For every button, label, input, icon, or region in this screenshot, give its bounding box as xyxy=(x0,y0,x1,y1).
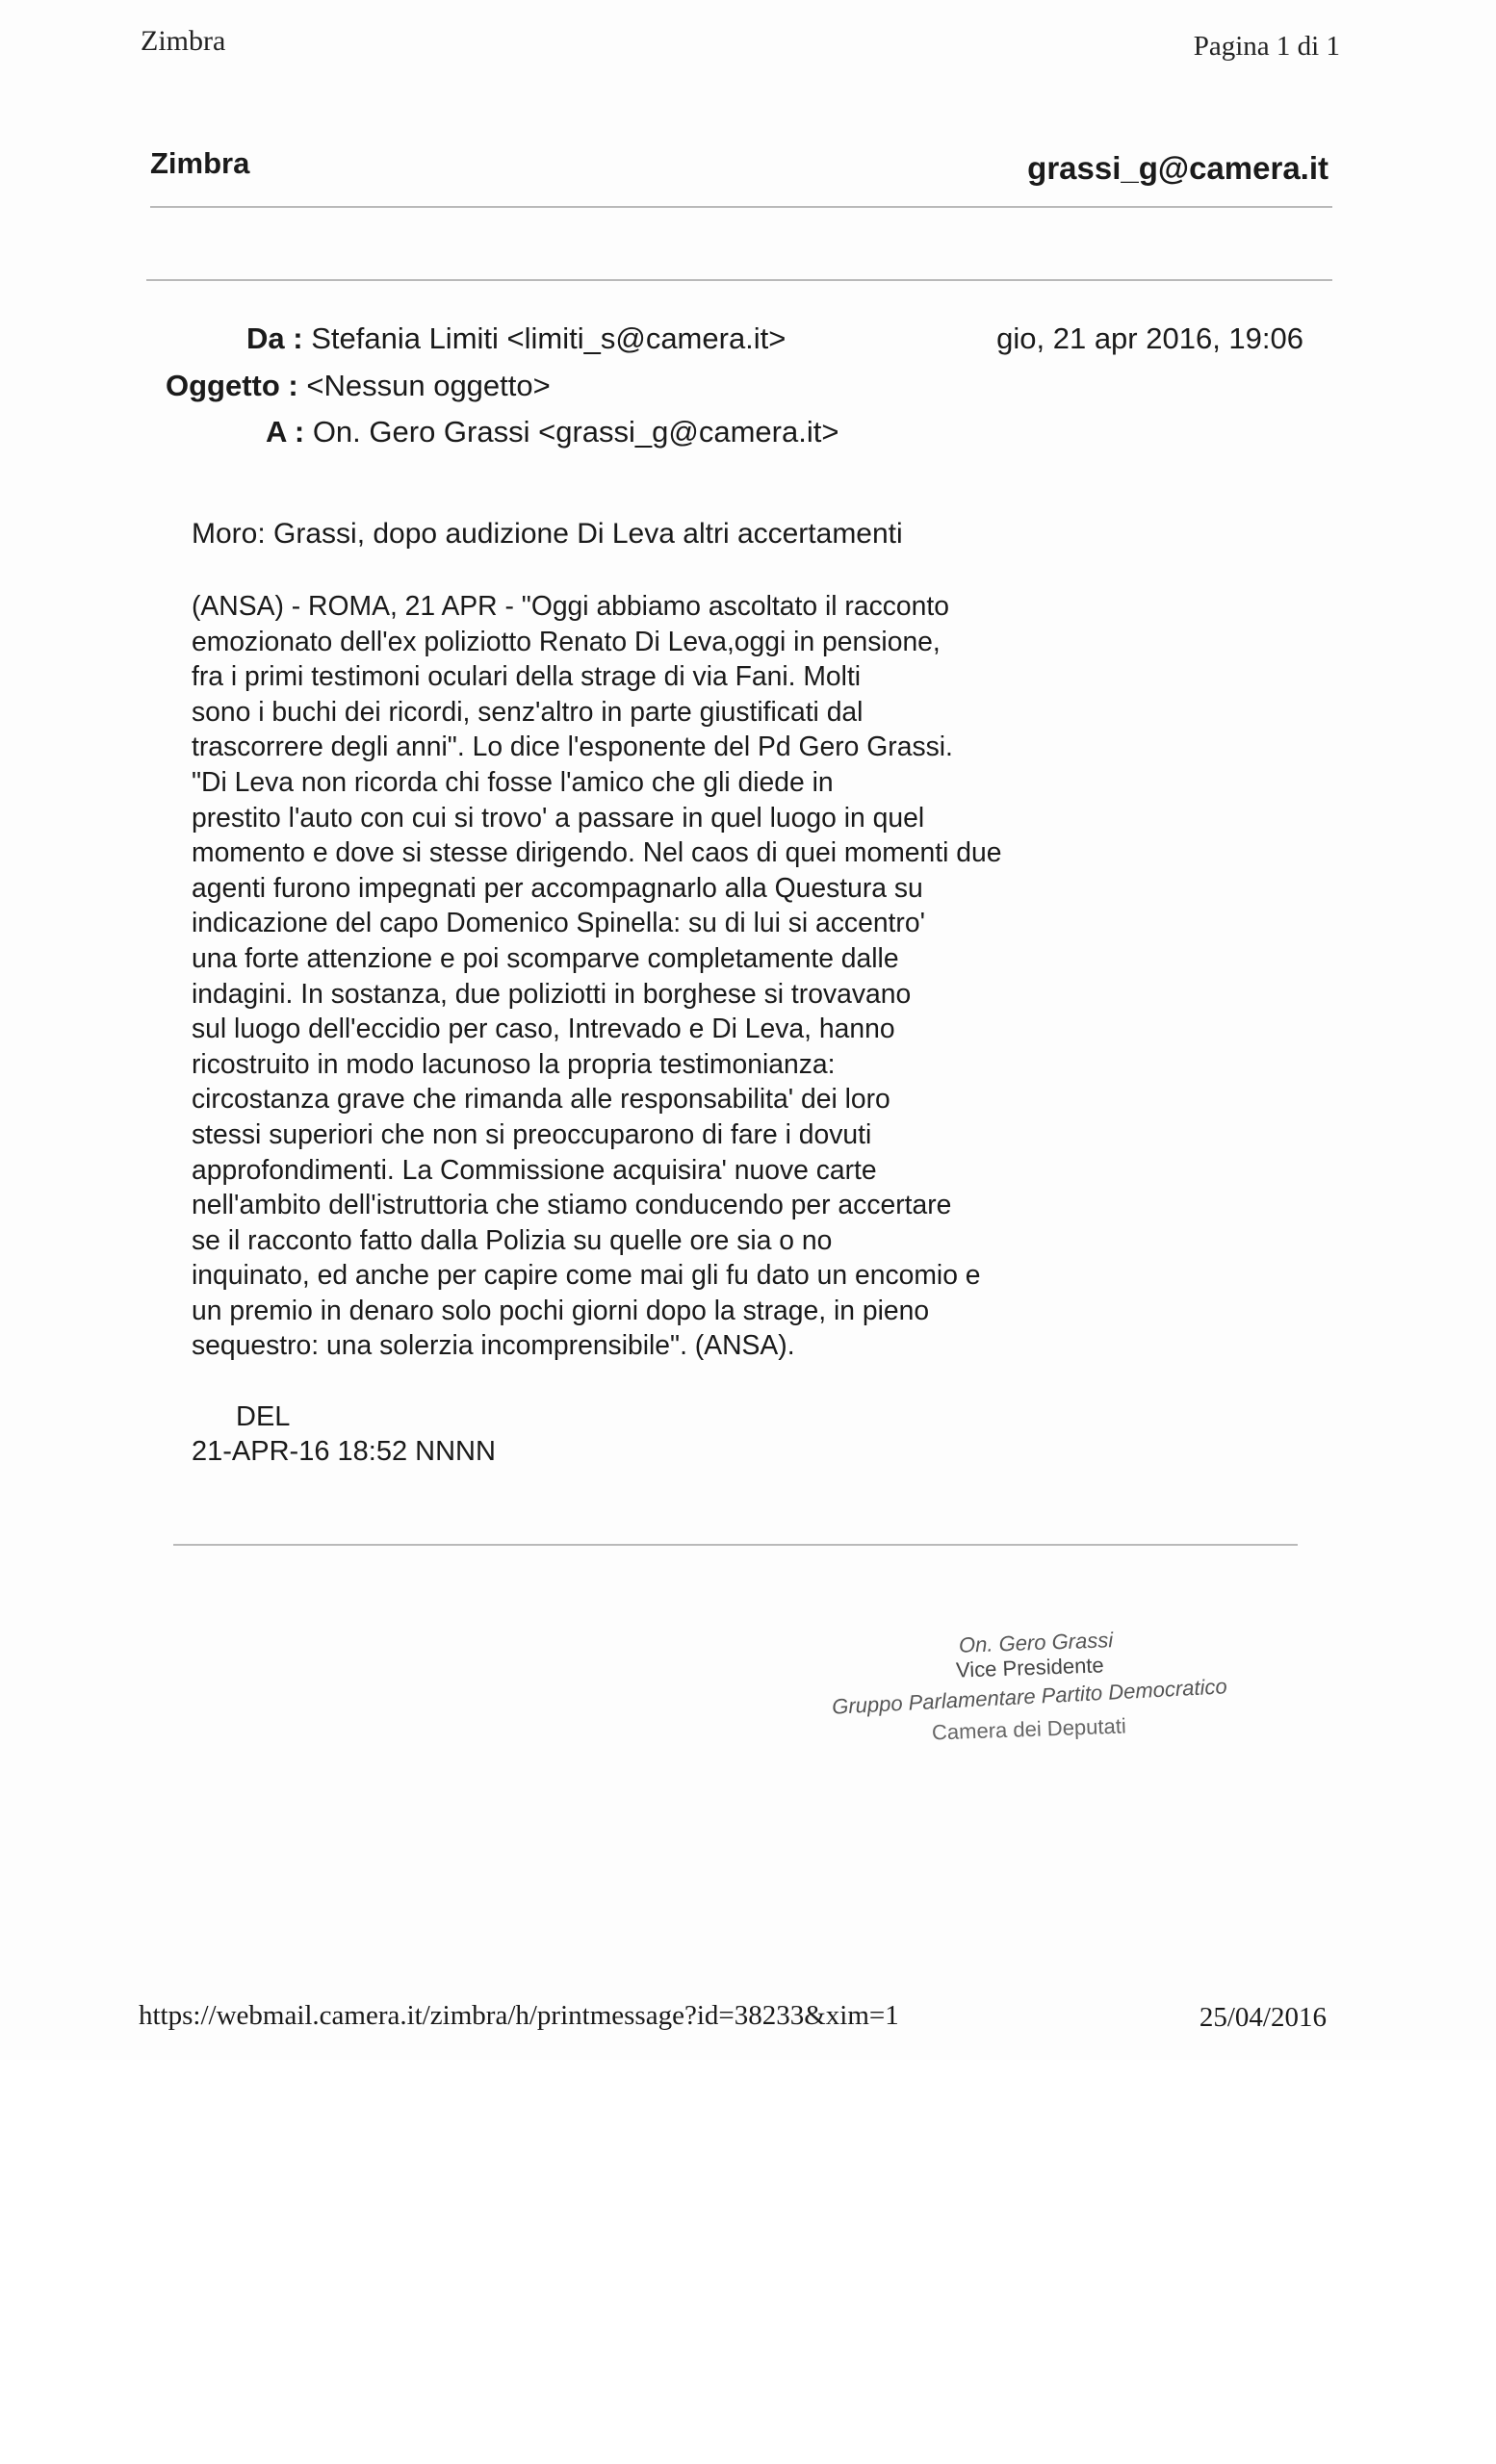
print-footer-date: 25/04/2016 xyxy=(1199,2002,1327,2033)
message-divider-top xyxy=(146,279,1332,281)
message-date: gio, 21 apr 2016, 19:06 xyxy=(996,321,1303,355)
app-title: Zimbra xyxy=(150,146,250,180)
message-divider-bottom xyxy=(173,1544,1298,1546)
signature-house: Camera dei Deputati xyxy=(931,1713,1127,1745)
print-footer-url: https://webmail.camera.it/zimbra/h/printmessage?id=38233&xim=1 xyxy=(139,2000,899,2031)
signature-role: Vice Presidente xyxy=(955,1653,1105,1682)
to-value: On. Gero Grassi <grassi_g@camera.it> xyxy=(312,415,839,449)
body-line: agenti furono impegnati per accompagnarlo alla Questura su xyxy=(192,871,923,903)
body-line: sul luogo dell'eccidio per caso, Intrevado e Di Leva, hanno xyxy=(192,1013,895,1044)
body-line: circostanza grave che rimanda alle responsabilita' dei loro xyxy=(192,1083,890,1115)
body-line: stessi superiori che non si preoccuparono di fare i dovuti xyxy=(192,1117,872,1149)
from-row xyxy=(246,321,786,356)
body-line: indagini. In sostanza, due poliziotti in borghese si trovavano xyxy=(192,977,912,1009)
body-line: trascorrere degli anni". Lo dice l'esponente del Pd Gero Grassi. xyxy=(192,731,953,762)
from-value: Stefania Limiti <limiti_s@camera.it> xyxy=(311,321,787,355)
sign-off: DEL xyxy=(236,1401,291,1432)
header-divider xyxy=(150,206,1332,208)
body-line: nell'ambito dell'istruttoria che stiamo conducendo per accertare xyxy=(192,1189,952,1220)
signature-group: Gruppo Parlamentare Partito Democratico xyxy=(831,1674,1228,1719)
account-email: grassi_g@camera.it xyxy=(1027,150,1328,186)
print-header-page-number: Pagina 1 di 1 xyxy=(1193,31,1340,62)
body-line: "Di Leva non ricorda chi fosse l'amico che gli diede in xyxy=(192,765,834,797)
body-line: una forte attenzione e poi scomparve completamente dalle xyxy=(192,941,899,973)
body-line: emozionato dell'ex poliziotto Renato Di Leva,oggi in pensione, xyxy=(192,625,941,656)
body-line: indicazione del capo Domenico Spinella: su di lui si accentro' xyxy=(192,907,925,938)
body-line: inquinato, ed anche per capire come mai gli fu dato un encomio e xyxy=(192,1259,981,1291)
body-line: sequestro: una solerzia incomprensibile". (ANSA). xyxy=(192,1329,795,1361)
body-line: (ANSA) - ROMA, 21 APR - "Oggi abbiamo ascoltato il racconto xyxy=(192,590,949,621)
agency-timestamp: 21-APR-16 18:52 NNNN xyxy=(192,1436,496,1467)
body-line: momento e dove si stesse dirigendo. Nel caos di quei momenti due xyxy=(192,836,1002,868)
body-line: sono i buchi dei ricordi, senz'altro in parte giustificati dal xyxy=(192,695,864,727)
message-headline: Moro: Grassi, dopo audizione Di Leva altri accertamenti xyxy=(192,518,903,550)
print-header-app: Zimbra xyxy=(141,25,226,57)
signature-name: On. Gero Grassi xyxy=(958,1628,1114,1657)
from-label: Da : xyxy=(246,321,303,355)
body-line: approfondimenti. La Commissione acquisira' nuove carte xyxy=(192,1153,877,1185)
to-label: A : xyxy=(266,415,305,449)
message-body xyxy=(192,588,1154,1363)
body-line: ricostruito in modo lacunoso la propria testimonianza: xyxy=(192,1047,836,1079)
body-line: prestito l'auto con cui si trovo' a passare in quel luogo in quel xyxy=(192,801,925,833)
body-line: un premio in denaro solo pochi giorni dopo la strage, in pieno xyxy=(192,1294,930,1325)
body-line: fra i primi testimoni oculari della strage di via Fani. Molti xyxy=(192,660,862,692)
body-line: se il racconto fatto dalla Polizia su quelle ore sia o no xyxy=(192,1223,833,1255)
subject-value: <Nessun oggetto> xyxy=(306,369,551,402)
subject-row xyxy=(166,369,551,403)
subject-label: Oggetto : xyxy=(166,369,298,402)
to-row xyxy=(266,415,838,449)
